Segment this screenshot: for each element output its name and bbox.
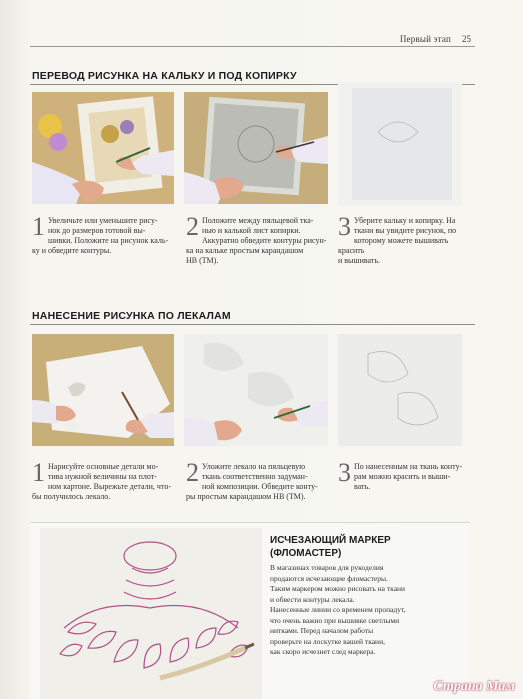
tip-box-title-line: ИСЧЕЗАЮЩИЙ МАРКЕР xyxy=(270,535,391,546)
step-line: Нарисуйте основные детали мо- xyxy=(48,462,159,471)
tip-text-line: В магазинах товаров для рукоделия xyxy=(270,563,384,572)
step-line: нью и калькой лист копирки. xyxy=(202,226,301,235)
section2-step-1 xyxy=(32,458,172,502)
step-line: рам можно красить и выши- xyxy=(354,472,451,481)
section1-title: ПЕРЕВОД РИСУНКА НА КАЛЬКУ И ПОД КОПИРКУ xyxy=(32,70,297,82)
step-line: ной композиции. Обведите конту- xyxy=(202,482,318,491)
tip-text-line: как скоро исчезнет след маркера. xyxy=(270,647,376,656)
tip-text-line: Нанесенные линии со временем пропадут, xyxy=(270,605,406,614)
step-number: 1 xyxy=(32,458,45,487)
photo-trace-design xyxy=(32,92,174,204)
tip-text-line: и обвести контуры лекала. xyxy=(270,594,355,604)
tip-text-line: Таким маркером можно рисовать на ткани xyxy=(270,584,406,593)
step-line: шивки. Положите на рисунок каль- xyxy=(48,236,169,245)
step-line: ку и обведите контуры. xyxy=(32,246,112,255)
step-line: тива нужной величины на плот- xyxy=(48,472,157,481)
step-line: которому можете вышивать красить xyxy=(338,236,449,255)
step-line: бы получилось лекало. xyxy=(32,492,111,501)
photo-trace-template xyxy=(184,334,328,446)
section1-step-1 xyxy=(32,212,172,256)
photo-marker-drawing xyxy=(40,528,262,699)
tip-text-line: нитками. Перед началом работы xyxy=(270,626,374,635)
step-number: 2 xyxy=(186,458,199,487)
tip-box-title-line: (ФЛОМАСТЕР) xyxy=(270,548,342,559)
photo-carbon-paper xyxy=(184,92,328,204)
photo-cut-template xyxy=(32,334,174,446)
step-number: 3 xyxy=(338,212,351,241)
step-line: Уберите кальку и копирку. На xyxy=(354,216,456,225)
tip-text-line: что очень важно при вышивке светлыми xyxy=(270,615,400,625)
step-line: вать. xyxy=(354,482,371,491)
tip-text-line: продаются исчезающие фломастеры. xyxy=(270,573,388,583)
step-line: ка на кальке простым карандашом xyxy=(186,246,304,255)
section2-step-2 xyxy=(186,458,328,502)
step-line: Аккуратно обведите контуры рисун- xyxy=(202,236,327,245)
tip-text-line: проверьте на лоскутке вашей ткани, xyxy=(270,636,385,646)
running-head xyxy=(0,30,523,48)
site-watermark: Страна Мам xyxy=(433,679,515,694)
section2-step-3 xyxy=(338,458,472,492)
tip-box-text xyxy=(270,563,440,658)
photo-fabric-result xyxy=(338,82,462,206)
section1-step-2 xyxy=(186,212,328,266)
page-number: 25 xyxy=(462,34,471,44)
step-number: 3 xyxy=(338,458,351,487)
step-line: ры простым карандашом НВ (ТМ). xyxy=(186,492,306,501)
step-line: ном картоне. Вырежьте детали, что- xyxy=(48,482,171,491)
step-line: ткань соответственно задуман- xyxy=(202,472,308,481)
photo-outline-fabric xyxy=(338,334,462,446)
step-line: нок до размеров готовой вы- xyxy=(48,226,146,235)
step-number: 2 xyxy=(186,212,199,241)
step-number: 1 xyxy=(32,212,45,241)
step-line: и вышивать. xyxy=(338,256,381,265)
step-line: НВ (ТМ). xyxy=(186,256,219,265)
running-head-section: Первый этап xyxy=(399,34,451,44)
tip-box-title xyxy=(270,534,391,560)
running-head-rule xyxy=(30,46,475,47)
step-line: Увеличьте или уменьшите рису- xyxy=(48,216,158,225)
step-line: По нанесенным на ткань конту- xyxy=(354,462,463,471)
section2-title: НАНЕСЕНИЕ РИСУНКА ПО ЛЕКАЛАМ xyxy=(32,310,231,322)
step-line: Положите между пяльцевой тка- xyxy=(202,216,314,225)
step-line: ткани вы увидите рисунок, по xyxy=(354,226,457,235)
section2-rule xyxy=(30,324,475,325)
section1-step-3 xyxy=(338,212,472,266)
step-line: Уложите лекало на пяльцевую xyxy=(202,462,306,471)
